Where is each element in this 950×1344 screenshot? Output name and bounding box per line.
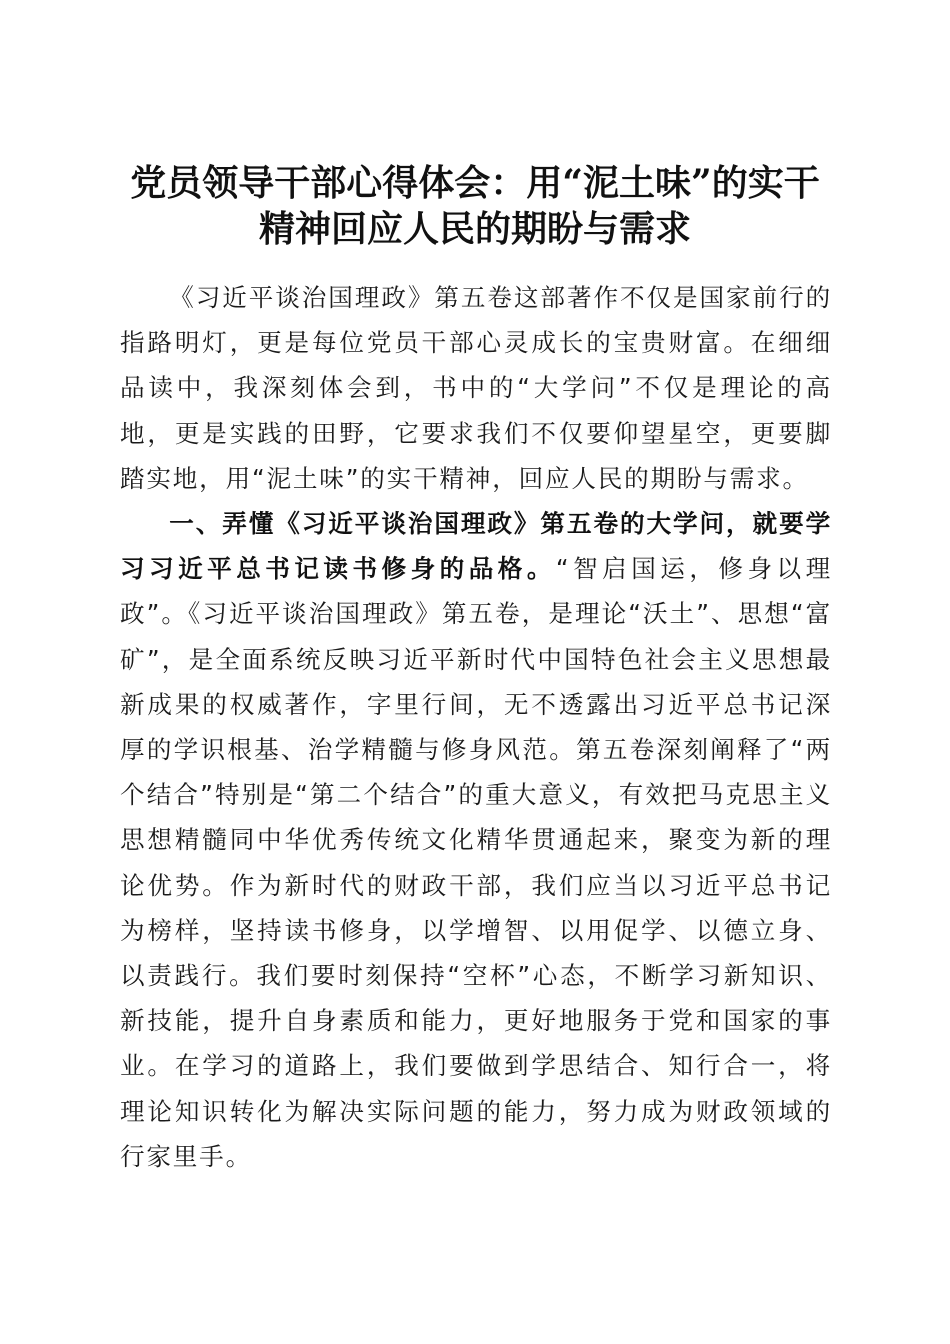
paragraph-section-1 [120,501,832,1179]
document-body [120,275,832,1179]
paragraph-intro: 《习近平谈治国理政》第五卷这部著作不仅是国家前行的指路明灯，更是每位党员干部心灵成长的宝贵财富。在细细品读中，我深刻体会到，书中的“大学问”不仅是理论的高地，更是实践的田野，它要求我们不仅要仰望星空，更要脚踏实地，用“泥土味”的实干精神，回应人民的期盼与需求。 [120,283,832,493]
title-line-2: 精神回应人民的期盼与需求 [258,208,691,251]
title-line-1: 党员领导干部心得体会：用“泥土味”的实干 [130,162,820,205]
page-title [110,160,840,252]
section-heading: 一、弄懂《习近平谈治国理政》第五卷的大学问，就要学习习近平总书记读书修身的品格。 [120,509,832,584]
section-body-text: “智启国运，修身以理政”。《习近平谈治国理政》第五卷，是理论“沃土”、思想“富矿”，是全面系统反映习近平新时代中国特色社会主义思想最新成果的权威著作，字里行间，无不透露出习近平总书记深厚的学识根基、治学精髓与修身风范。第五卷深刻阐释了“两个结合”特别是“第二个结合”的重大意义，有效把马克思主义思想精髓同中华优秀传统文化精华贯通起来，聚变为新的理论优势。作为新时代的财政干部，我们应当以习近平总书记为榜样，坚持读书修身，以学增智、以用促学、以德立身、以责践行。我们要时刻保持“空杯”心态，不断学习新知识、新技能，提升自身素质和能力，更好地服务于党和国家的事业。在学习的道路上，我们要做到学思结合、知行合一，将理论知识转化为解决实际问题的能力，努力成为财政领域的行家里手。 [120,554,832,1171]
